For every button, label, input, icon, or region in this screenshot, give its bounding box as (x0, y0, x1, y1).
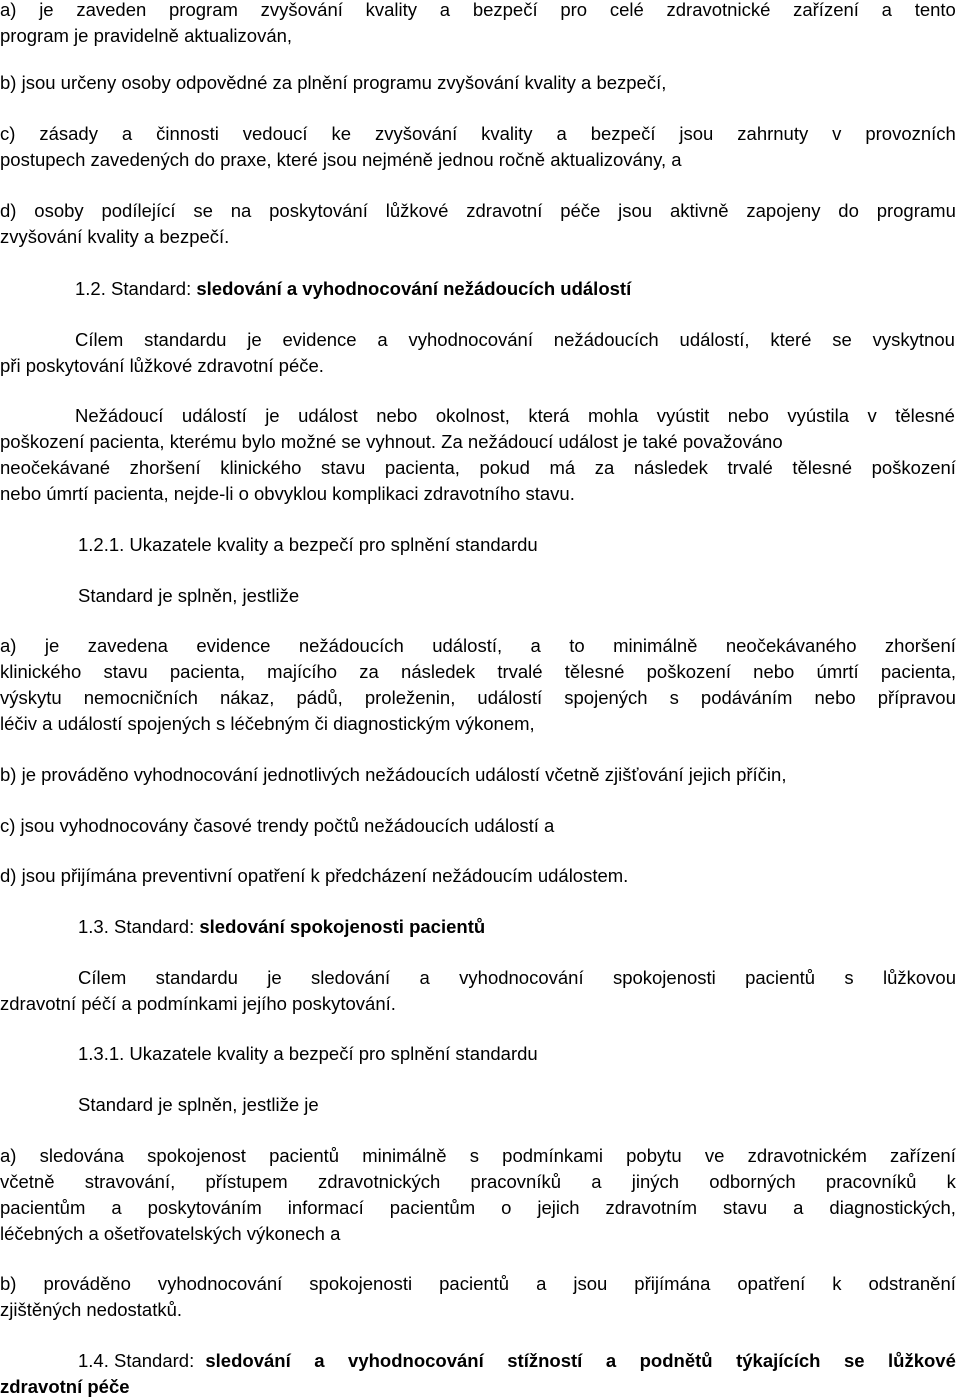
word: je (247, 329, 262, 350)
word: do (838, 200, 859, 221)
word: stavu (722, 1197, 768, 1218)
list-item-a2-line-2 (0, 659, 956, 685)
word: pokud (479, 457, 530, 478)
standard-title: sledování a vyhodnocování nežádoucích událostí (196, 278, 632, 299)
word: sledování (311, 967, 391, 988)
standard-1-2-definition-line-2 (0, 429, 956, 455)
word: minimálně (613, 635, 698, 656)
word: a (111, 1197, 122, 1218)
word: pacientům (0, 1197, 86, 1218)
word: nežádoucích (298, 635, 404, 656)
word: k (832, 1273, 842, 1294)
word: podnětů (639, 1350, 713, 1371)
word: nákaz, (219, 687, 275, 708)
list-item-d2: d) jsou přijímána preventivní opatření k předcházení nežádoucím událostem. (0, 865, 629, 886)
word: následek (401, 661, 476, 682)
indicators-1-2-1-heading: 1.2.1. Ukazatele kvality a bezpečí pro splnění standardu (78, 534, 538, 555)
word: zaveden (76, 0, 147, 20)
list-item-d1-line-2: zvyšování kvality a bezpečí. (0, 226, 230, 247)
word: vyskytnou (872, 329, 955, 350)
word: minimálně (362, 1145, 447, 1166)
list-item-a3-line-1 (0, 1143, 956, 1169)
word: zařízení (793, 0, 859, 20)
word: a) (0, 635, 17, 656)
list-item-a2-line-3 (0, 685, 956, 711)
word: mohla (587, 405, 639, 426)
word: podílející (101, 200, 176, 221)
word: a (881, 0, 892, 20)
standard-1-2-goal-line-2: při poskytování lůžkové zdravotní péče. (0, 355, 324, 376)
word: přístupem (205, 1171, 288, 1192)
standard-prefix: 1.4. Standard: (78, 1350, 200, 1371)
word: celé (609, 0, 644, 20)
word: má (549, 457, 576, 478)
word: vyhodnocování (348, 1350, 484, 1371)
word: týkajících (736, 1350, 821, 1371)
word: pacientů (439, 1273, 510, 1294)
word: spokojenosti (309, 1273, 413, 1294)
word: pacientů (745, 967, 816, 988)
word: klinického (220, 457, 302, 478)
word: vedoucí (242, 123, 308, 144)
word: tělesné (792, 457, 852, 478)
word: standardu (155, 967, 238, 988)
list-item-c1-line-1 (0, 121, 956, 147)
word: stavu (321, 457, 366, 478)
word: programu (876, 200, 956, 221)
word: kvality (481, 123, 533, 144)
word: nebo (753, 661, 795, 682)
word: spokojenosti (612, 967, 716, 988)
standard-title (205, 1348, 956, 1374)
word: s (669, 687, 679, 708)
word: zvyšování (260, 0, 343, 20)
word: prováděno (43, 1273, 131, 1294)
standard-1-4-heading-line-2 (0, 1374, 956, 1400)
word: je (44, 635, 60, 656)
list-item-a1-line-2: program je pravidelně aktualizován, (0, 25, 293, 46)
word: vyhodnocování (408, 329, 533, 350)
word: činnosti (156, 123, 219, 144)
indicators-1-2-1-met: Standard je splněn, jestliže (78, 585, 300, 606)
word: zdravotnické (666, 0, 771, 20)
list-item-b2: b) je prováděno vyhodnocování jednotlivých nežádoucích událostí včetně zjišťování jejich příčin, (0, 764, 787, 785)
word: nebo (814, 687, 856, 708)
word: a (419, 967, 430, 988)
word: pracovníků (470, 1171, 562, 1192)
word: zvyšování (374, 123, 458, 144)
word: ve (704, 1145, 725, 1166)
word: přípravou (877, 687, 956, 708)
word: trvalé (727, 457, 773, 478)
word: b) (0, 1273, 17, 1294)
standard-prefix: 1.3. Standard: (78, 916, 200, 937)
word: je (265, 405, 280, 426)
definition-sentence-1-end: poškození pacienta, kterému bylo možné se vyhnout. (0, 431, 437, 452)
word: zdravotní (466, 200, 543, 221)
word: následek (633, 457, 708, 478)
word: lůžkové (888, 1350, 956, 1371)
word: a (556, 123, 567, 144)
word: spokojenost (147, 1145, 246, 1166)
word: poškození (646, 661, 731, 682)
indicators-1-3-1-met: Standard je splněn, jestliže je (78, 1094, 319, 1115)
word: nemocničních (83, 687, 198, 708)
word: pracovníků (825, 1171, 917, 1192)
word: odstranění (868, 1273, 956, 1294)
word: aktivně (669, 200, 729, 221)
word: Cílem (78, 967, 127, 988)
word: s (844, 967, 854, 988)
word: ke (331, 123, 352, 144)
standard-title-continued: zdravotní péče (0, 1376, 130, 1397)
word: evidence (282, 329, 357, 350)
word: klinického (0, 661, 82, 682)
word: informací (287, 1197, 364, 1218)
word: je (39, 0, 54, 20)
word: osoby (34, 200, 84, 221)
standard-1-2-heading (75, 276, 955, 302)
word: jiných (631, 1171, 680, 1192)
word: zdravotnickém (747, 1145, 867, 1166)
word: událostí (181, 405, 247, 426)
word: v (832, 123, 842, 144)
word: lůžkovou (882, 967, 956, 988)
word: kvality (365, 0, 418, 20)
word: pacienta, (384, 457, 460, 478)
word: o (501, 1197, 512, 1218)
word: proleženin, (364, 687, 456, 708)
word: jejich (537, 1197, 580, 1218)
word: pobytu (626, 1145, 682, 1166)
word: a (536, 1273, 547, 1294)
word: provozních (865, 123, 956, 144)
word: neočekávaného (725, 635, 857, 656)
list-item-d1-line-1 (0, 198, 956, 224)
word: událostí, (432, 635, 503, 656)
word: událost (298, 405, 358, 426)
word: zdravotním (605, 1197, 697, 1218)
word: péče (560, 200, 601, 221)
word: podmínkami (502, 1145, 603, 1166)
word: podáváním (700, 687, 793, 708)
word: tento (914, 0, 956, 20)
word: d) (0, 200, 17, 221)
word: zapojeny (746, 200, 821, 221)
word: zásady (39, 123, 98, 144)
word: událostí (477, 687, 543, 708)
word: tělesné (895, 405, 955, 426)
standard-prefix: 1.2. Standard: (75, 278, 197, 299)
word: zařízení (890, 1145, 956, 1166)
list-item-b3-line-2: zjištěných nedostatků. (0, 1299, 183, 1320)
word: přijímána (634, 1273, 711, 1294)
word: která (528, 405, 570, 426)
word: vyústila (787, 405, 850, 426)
word: stížností (507, 1350, 583, 1371)
word: na (230, 200, 252, 221)
indicators-1-3-1-heading: 1.3.1. Ukazatele kvality a bezpečí pro splnění standardu (78, 1043, 538, 1064)
word: a (793, 1197, 804, 1218)
word: se (843, 1350, 865, 1371)
word: Nežádoucí (75, 405, 164, 426)
word: pádů, (296, 687, 343, 708)
list-item-b3-line-1 (0, 1271, 956, 1297)
word: program (169, 0, 238, 20)
list-item-b1: b) jsou určeny osoby odpovědné za plnění programu zvyšování kvality a bezpečí, (0, 72, 667, 93)
word: a (377, 329, 388, 350)
word: s (469, 1145, 479, 1166)
standard-1-3-goal-line-2: zdravotní péčí a podmínkami jejího poskytování. (0, 993, 396, 1014)
list-item-a3-line-2 (0, 1169, 956, 1195)
word: se (193, 200, 213, 221)
standard-1-3-heading (78, 914, 956, 940)
word: jsou (573, 1273, 608, 1294)
word: poškození (871, 457, 956, 478)
word: stavu (103, 661, 148, 682)
word: které (770, 329, 812, 350)
standard-1-2-goal-line-1 (75, 327, 955, 353)
word: k (946, 1171, 956, 1192)
standard-1-2-definition-line-3 (0, 455, 956, 481)
word: zhoršení (129, 457, 201, 478)
word: zavedena (87, 635, 168, 656)
word: nežádoucích (553, 329, 659, 350)
list-item-a2-line-4: léčiv a událostí spojených s léčebným či diagnostickým výkonem, (0, 713, 535, 734)
standard-1-3-goal-line-1 (78, 965, 956, 991)
word: sledována (39, 1145, 124, 1166)
word: a (591, 1171, 602, 1192)
standard-title: sledování spokojenosti pacientů (199, 916, 486, 937)
word: pacientů (269, 1145, 340, 1166)
word: pacienta, (880, 661, 956, 682)
list-item-c1-line-2: postupech zavedených do praxe, které jsou nejméně jednou ročně aktualizovány, a (0, 149, 682, 170)
word: bezpečí (472, 0, 538, 20)
word: spojených (564, 687, 648, 708)
word: lůžkové (385, 200, 449, 221)
word: nebo (727, 405, 769, 426)
word: jsou (618, 200, 653, 221)
word: úmrtí (816, 661, 859, 682)
word: vyhodnocování (459, 967, 584, 988)
list-item-a3-line-4: léčebných a ošetřovatelských výkonech a (0, 1223, 341, 1244)
list-item-a2-line-1 (0, 633, 956, 659)
word: pacientům (389, 1197, 476, 1218)
word: výskytu (0, 687, 62, 708)
standard-1-2-definition-line-4: nebo úmrtí pacienta, nejde-li o obvyklou komplikaci zdravotního stavu. (0, 483, 575, 504)
word: poskytování (269, 200, 368, 221)
word: událostí, (679, 329, 750, 350)
word: vyhodnocování (157, 1273, 283, 1294)
word: zahrnuty (737, 123, 809, 144)
word: včetně (0, 1171, 55, 1192)
word: jsou (679, 123, 714, 144)
word: c) (0, 123, 16, 144)
word: stravování, (84, 1171, 176, 1192)
word: nebo (376, 405, 418, 426)
word: opatření (737, 1273, 806, 1294)
word: a (605, 1350, 617, 1371)
definition-sentence-2-start: Za nežádoucí událost je také považováno (436, 431, 783, 452)
list-item-a3-line-3 (0, 1195, 956, 1221)
word: a (121, 123, 133, 144)
word: pro (560, 0, 588, 20)
word: za (594, 457, 615, 478)
word: to (569, 635, 585, 656)
word: je (267, 967, 282, 988)
word: a (439, 0, 451, 20)
word: neočekávané (0, 457, 111, 478)
list-item-a1-line-1 (0, 0, 956, 23)
standard-1-2-definition-line-1 (75, 403, 955, 429)
standard-1-4-heading-line-1 (78, 1348, 956, 1374)
word: bezpečí (590, 123, 656, 144)
list-item-c2: c) jsou vyhodnocovány časové trendy počtů nežádoucích událostí a (0, 815, 555, 836)
word: evidence (196, 635, 271, 656)
word: vyústit (656, 405, 710, 426)
word: se (832, 329, 852, 350)
word: a) (0, 1145, 17, 1166)
word: poskytováním (147, 1197, 262, 1218)
word: v (867, 405, 877, 426)
word: a) (0, 0, 17, 20)
word: standardu (144, 329, 227, 350)
word: trvalé (497, 661, 543, 682)
word: odborných (709, 1171, 796, 1192)
word: Cílem (75, 329, 124, 350)
word: diagnostických, (829, 1197, 956, 1218)
word: za (359, 661, 379, 682)
word: tělesné (564, 661, 625, 682)
word: zdravotnických (317, 1171, 441, 1192)
word: majícího (267, 661, 338, 682)
word: a (314, 1350, 325, 1371)
word: okolnost, (435, 405, 510, 426)
word: pacienta, (169, 661, 245, 682)
word: sledování (205, 1350, 291, 1371)
word: zhoršení (884, 635, 956, 656)
word: a (530, 635, 541, 656)
